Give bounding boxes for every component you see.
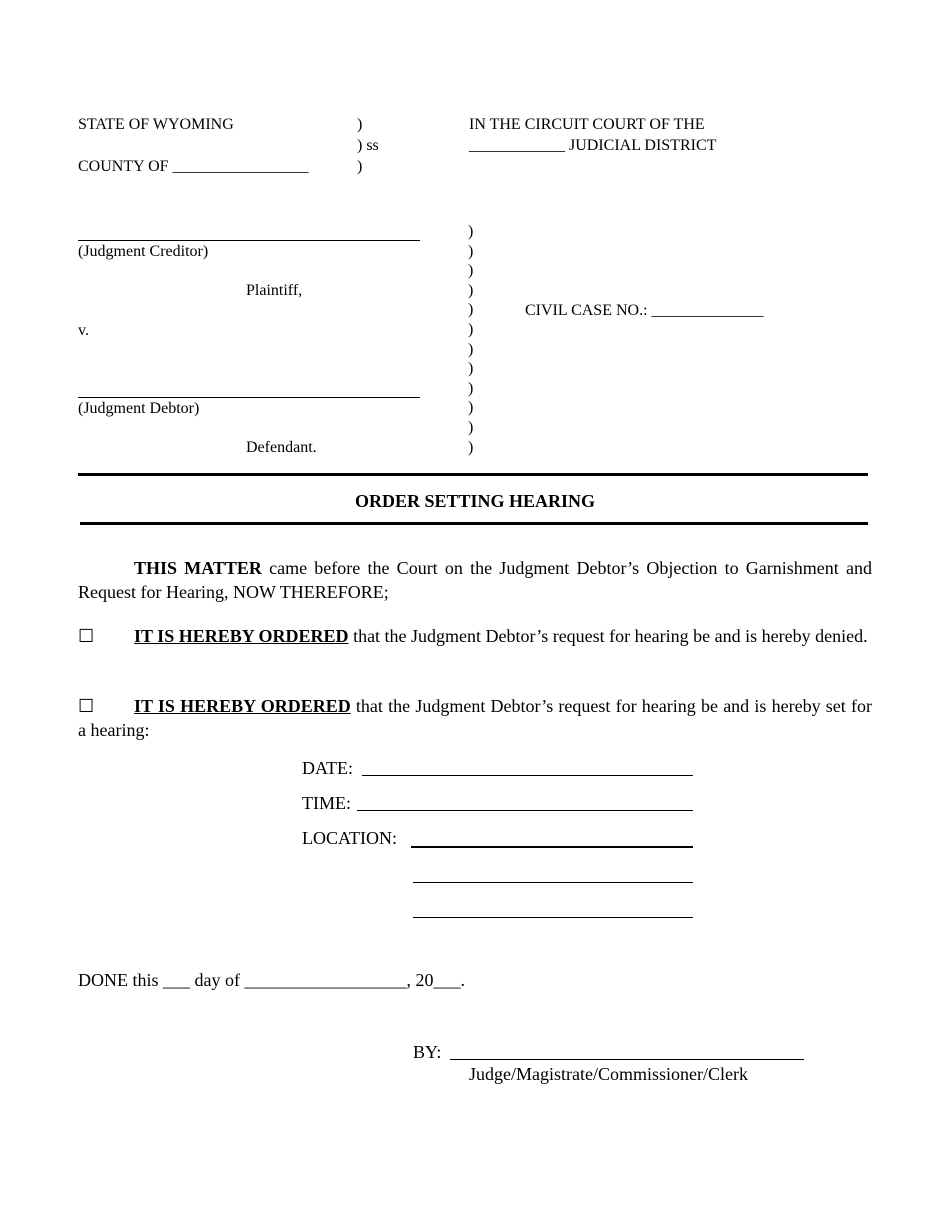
signer-title: Judge/Magistrate/Commissioner/Clerk <box>469 1064 748 1084</box>
intro-heading: THIS MATTER <box>134 558 262 578</box>
versus-label: v. <box>78 322 89 339</box>
time-label: TIME: <box>302 793 351 813</box>
order-denied-text: that the Judgment Debtor’s request for hearing be and is hereby denied. <box>348 626 868 646</box>
order-set-paragraph <box>78 694 872 742</box>
caption-paren: ) <box>357 158 363 175</box>
title-top-rule <box>78 473 868 476</box>
caption-paren: ) <box>468 418 474 436</box>
debtor-name-line[interactable] <box>78 397 420 398</box>
order-set-text: that the Judgment Debtor’s request for hearing be and is hereby set for a hearing: <box>78 696 872 740</box>
creditor-name-line[interactable] <box>78 240 420 241</box>
location-field-line-2[interactable] <box>413 882 693 883</box>
title-bottom-rule <box>80 522 868 525</box>
caption-paren: ) <box>468 281 474 299</box>
signature-line[interactable] <box>450 1059 804 1060</box>
caption-paren: ) <box>468 438 474 456</box>
defendant-label: Defendant. <box>246 439 317 456</box>
caption-paren: ) <box>468 320 474 338</box>
set-hearing-checkbox[interactable]: ☐ <box>78 696 95 716</box>
civil-case-number: CIVIL CASE NO.: ______________ <box>525 302 764 319</box>
time-field[interactable] <box>357 810 693 811</box>
location-field[interactable] <box>411 846 693 848</box>
caption-paren-ss: ) ss <box>357 137 379 154</box>
caption-paren: ) <box>468 242 474 260</box>
order-heading: IT IS HEREBY ORDERED <box>134 626 349 646</box>
caption-paren-column <box>468 222 473 457</box>
caption-paren: ) <box>468 223 474 240</box>
county-label: COUNTY OF _________________ <box>78 158 309 175</box>
caption-paren: ) <box>468 301 474 319</box>
denied-checkbox[interactable]: ☐ <box>78 626 95 646</box>
caption-paren: ) <box>357 116 363 133</box>
caption-paren: ) <box>468 262 474 280</box>
intro-paragraph <box>78 556 872 604</box>
plaintiff-label: Plaintiff, <box>246 282 303 299</box>
caption-paren: ) <box>468 379 474 397</box>
order-denied-paragraph <box>78 624 872 648</box>
caption-paren: ) <box>468 399 474 417</box>
location-label: LOCATION: <box>302 828 397 848</box>
caption-paren: ) <box>468 340 474 358</box>
intro-text: came before the Court on the Judgment Debtor’s Objection to Garnishment and Request for Hearing, NOW THEREFORE; <box>78 558 872 602</box>
state-label: STATE OF WYOMING <box>78 116 234 133</box>
by-label: BY: <box>413 1042 442 1062</box>
order-heading: IT IS HEREBY ORDERED <box>134 696 351 716</box>
judicial-district: ____________ JUDICIAL DISTRICT <box>469 137 717 154</box>
done-date-line: DONE this ___ day of __________________, 20___. <box>78 970 465 990</box>
location-field-line-3[interactable] <box>413 917 693 918</box>
creditor-label: (Judgment Creditor) <box>78 243 209 260</box>
debtor-label: (Judgment Debtor) <box>78 400 200 417</box>
court-name: IN THE CIRCUIT COURT OF THE <box>469 116 705 133</box>
document-title: ORDER SETTING HEARING <box>354 491 596 511</box>
date-field[interactable] <box>362 775 693 776</box>
caption-paren: ) <box>468 360 474 378</box>
date-label: DATE: <box>302 758 353 778</box>
